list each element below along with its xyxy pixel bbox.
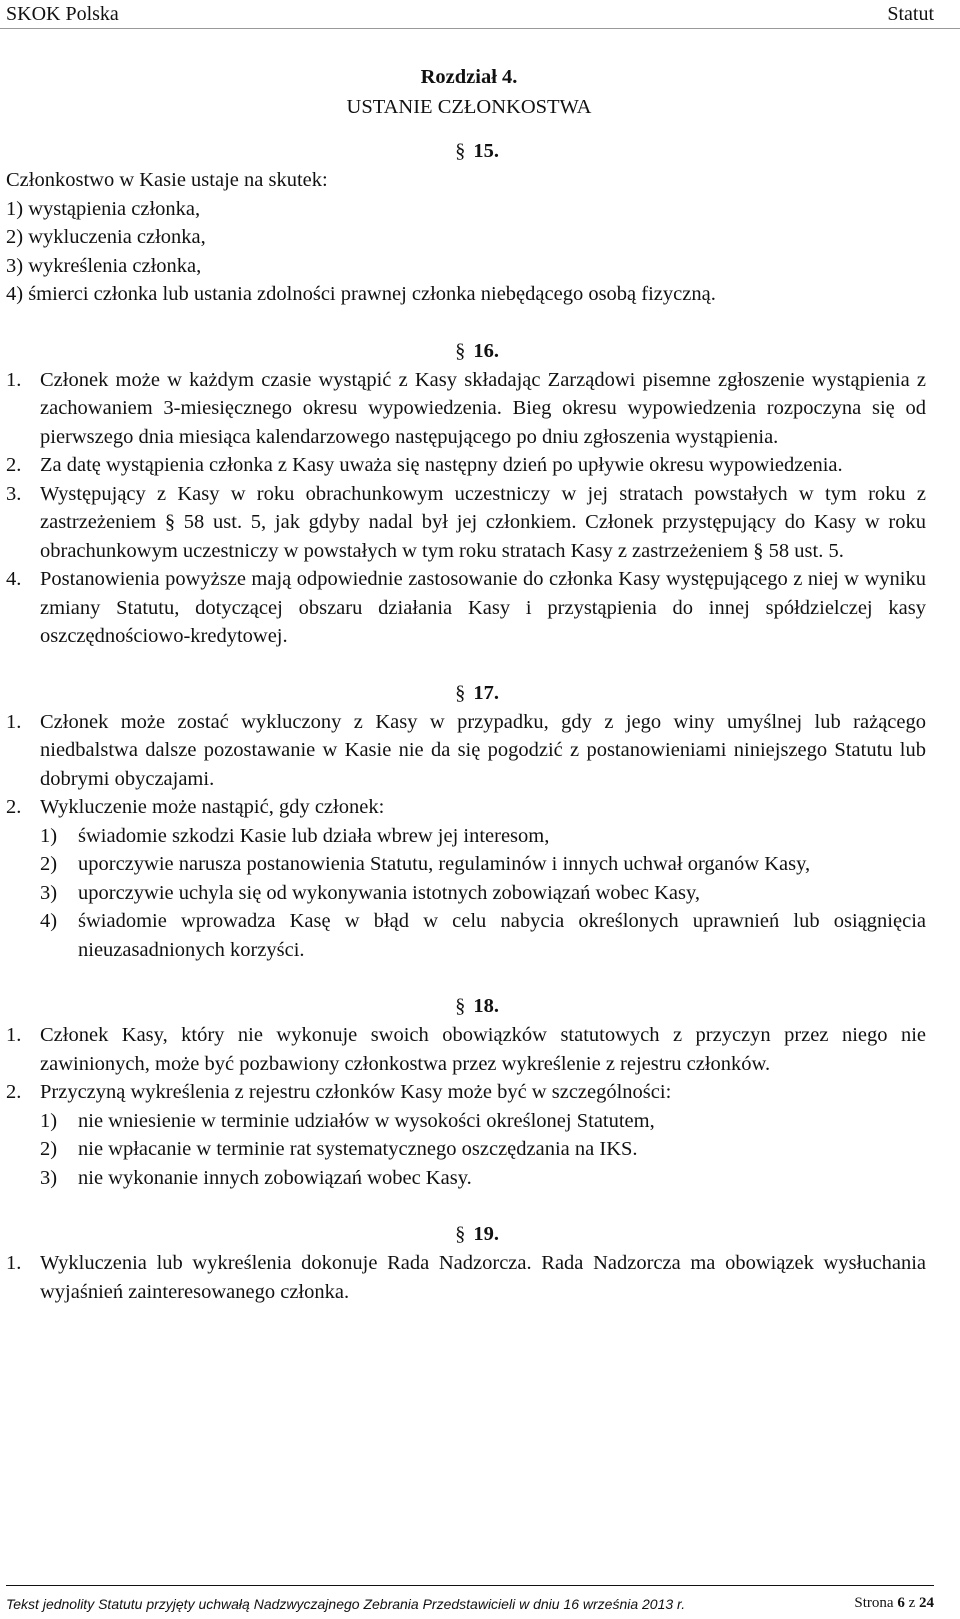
s17-subitem: 1) świadomie szkodzi Kasie lub działa wbrew jej interesom, xyxy=(40,824,550,847)
section-sign: § xyxy=(455,995,466,1017)
s15-item: 1) wystąpienia członka, xyxy=(6,197,201,220)
s18-paragraph-1: 1. Członek Kasy, który nie wykonuje swoich obowiązków statutowych z przyczyn przez niego nie zawinionych, może być pozbawiony członkostwa przez wykreślenie z rejestru członków. xyxy=(6,1024,926,1075)
section-number: 17. xyxy=(473,681,499,704)
page-footer xyxy=(6,1585,934,1614)
section-15-heading xyxy=(6,136,926,166)
section-number: 16. xyxy=(473,339,499,362)
header-org: SKOK Polska xyxy=(6,3,119,25)
section-17-heading xyxy=(6,678,926,708)
section-sign: § xyxy=(455,681,466,704)
s17-subitem: 3) uporczywie uchyla się od wykonywania istotnych zobowiązań wobec Kasy, xyxy=(40,881,701,904)
s17-paragraph-1: 1. Członek może zostać wykluczony z Kasy w przypadku, gdy z jego winy umyślnej lub rażącego niedbalstwa dalsze pozostawanie w Kasie nie da się pogodzić z postanowieniami niniejszego Statutu lub dobrymi obyczajami. xyxy=(6,710,926,790)
header-doc: Statut xyxy=(887,3,934,25)
chapter-label: Rozdział 4. xyxy=(420,66,518,88)
section-sign: § xyxy=(455,339,466,362)
section-number: 19. xyxy=(473,1223,499,1245)
footer-text: Tekst jednolity Statutu przyjęty uchwałą Nadzwyczajnego Zebrania Przedstawicieli w dniu 16 września 2013 r. xyxy=(6,1596,686,1612)
s18-subitem: 1) nie wniesienie w terminie udziałów w wysokości określonej Statutem, xyxy=(40,1109,655,1132)
section-18-heading xyxy=(6,991,926,1021)
s15-intro: Członkostwo w Kasie ustaje na skutek: xyxy=(6,169,328,191)
s16-paragraph-2: 2. Za datę wystąpienia członka z Kasy uważa się następny dzień po upływie okresu wypowiedzenia. xyxy=(6,454,843,476)
chapter-heading xyxy=(12,62,926,122)
s18-subitem: 3) nie wykonanie innych zobowiązań wobec Kasy. xyxy=(40,1166,472,1189)
s15-item: 3) wykreślenia członka, xyxy=(6,254,202,277)
page-counter: Strona 6 z 24 xyxy=(854,1595,934,1611)
s19-paragraph-1: 1. Wykluczenia lub wykreślenia dokonuje Rada Nadzorcza. Rada Nadzorcza ma obowiązek wysłuchania wyjaśnień zainteresowanego członka. xyxy=(6,1252,926,1303)
s16-paragraph-4: 4. Postanowienia powyższe mają odpowiednie zastosowanie do członka Kasy występującego z niej w wyniku zmiany Statutu, dotyczącej obszaru działania Kasy i przystąpienia do innej spółdzielczej kasy oszczędnościowo-kredytowej. xyxy=(6,568,926,647)
s18-subitem: 2) nie wpłacanie w terminie rat systematycznego oszczędzania na IKS. xyxy=(40,1138,638,1160)
page-header xyxy=(0,0,960,29)
s17-subitem: 4) świadomie wprowadza Kasę w błąd w celu nabycia określonych uprawnień lub osiągnięcia nieuzasadnionych korzyści. xyxy=(40,910,926,961)
section-sign: § xyxy=(455,1223,466,1245)
section-number: 18. xyxy=(473,995,499,1017)
section-19-heading xyxy=(6,1219,926,1249)
s17-subitem: 2) uporczywie narusza postanowienia Statutu, regulaminów i innych uchwał organów Kasy, xyxy=(40,853,811,875)
s15-item: 2) wykluczenia członka, xyxy=(6,226,206,248)
document-body xyxy=(6,62,926,1306)
section-16-heading xyxy=(6,336,926,366)
s16-paragraph-1: 1. Członek może w każdym czasie wystąpić z Kasy składając Zarządowi pisemne zgłoszenie wystąpienia z zachowaniem 3-miesięcznego okresu wypowiedzenia. Bieg okresu wypowiedzenia rozpoczyna się od pierwszego dnia miesiąca kalendarzowego następującego po dniu zgłoszenia wystąpienia. xyxy=(6,368,926,448)
chapter-title: USTANIE CZŁONKOSTWA xyxy=(346,96,592,118)
s15-item: 4) śmierci członka lub ustania zdolności prawnej członka niebędącego osobą fizyczną. xyxy=(6,283,716,305)
s16-paragraph-3: 3. Występujący z Kasy w roku obrachunkowym uczestniczy w jej stratach powstałych w tym roku z zastrzeżeniem § 58 ust. 5, jak gdyby nadal był jej członkiem. Członek przystępujący do Kasy w roku obrachunkowym uczestniczy w powstałych w tym roku stratach Kasy z zastrzeżeniem § 58 ust. 5. xyxy=(6,482,926,562)
section-number: 15. xyxy=(473,140,499,162)
section-sign: § xyxy=(455,140,466,162)
s18-paragraph-2: 2. Przyczyną wykreślenia z rejestru członków Kasy może być w szczególności: xyxy=(6,1081,672,1103)
s17-paragraph-2: 2. Wykluczenie może nastąpić, gdy członek: xyxy=(6,796,385,818)
